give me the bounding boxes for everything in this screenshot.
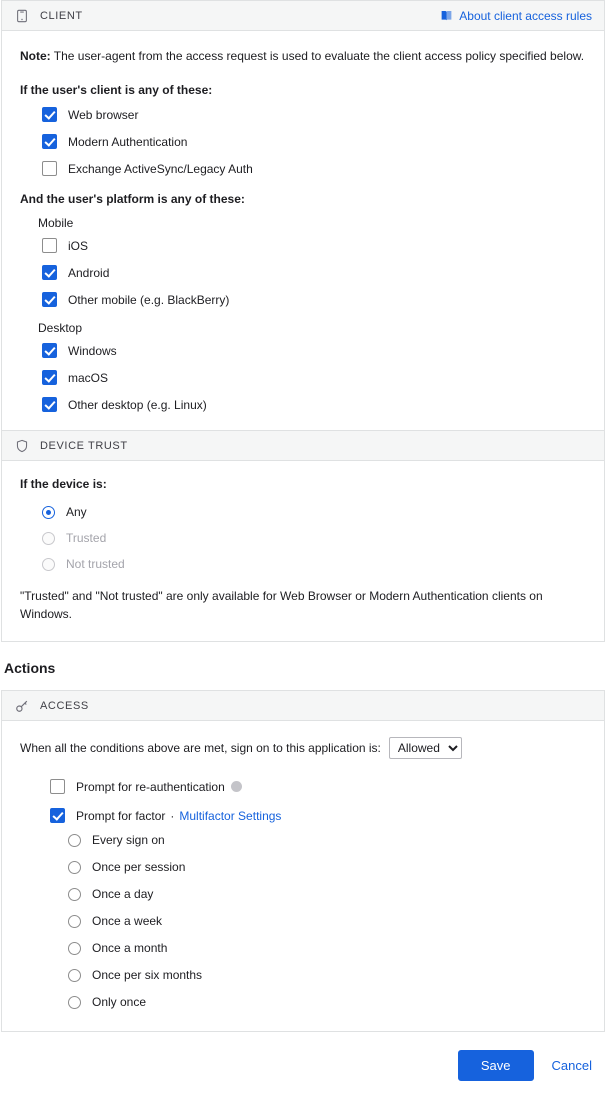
client-panel xyxy=(1,0,605,431)
radio-row-only-once[interactable] xyxy=(68,995,586,1009)
checkbox-row-android[interactable] xyxy=(42,265,586,280)
checkbox-label-windows[interactable]: Windows xyxy=(68,343,117,358)
radio-label-device-trusted: Trusted xyxy=(66,531,107,545)
client-note-label: Note: xyxy=(20,49,51,63)
radio-label-device-not-trusted: Not trusted xyxy=(66,557,125,571)
device-trust-heading: If the device is: xyxy=(20,477,107,491)
radio-once-per-six-months[interactable] xyxy=(68,969,81,982)
client-panel-title: CLIENT xyxy=(40,9,83,22)
radio-label-only-once[interactable]: Only once xyxy=(92,995,147,1009)
factor-frequency-group xyxy=(20,833,586,1009)
client-note xyxy=(20,47,586,65)
checkbox-row-prompt-reauthentication[interactable] xyxy=(50,779,586,794)
device-trust-panel-header xyxy=(2,431,604,461)
book-icon xyxy=(440,9,453,22)
checkbox-label-macos[interactable]: macOS xyxy=(68,370,109,385)
signon-access-label: When all the conditions above are met, sign on to this application is: xyxy=(20,741,381,755)
checkbox-exchange-activesync[interactable] xyxy=(42,161,57,176)
client-note-text: The user-agent from the access request is used to evaluate the client access policy specified below. xyxy=(50,49,585,63)
about-client-access-rules-label: About client access rules xyxy=(459,8,592,23)
access-panel-title: ACCESS xyxy=(40,699,89,712)
radio-row-device-any[interactable] xyxy=(42,505,586,519)
signon-access-select[interactable] xyxy=(389,737,462,759)
device-trust-panel xyxy=(1,431,605,642)
device-trust-panel-title: DEVICE TRUST xyxy=(40,439,128,452)
radio-only-once[interactable] xyxy=(68,996,81,1009)
radio-label-once-a-month[interactable]: Once a month xyxy=(92,941,168,955)
factor-separator: · xyxy=(170,808,175,823)
client-panel-header xyxy=(2,1,604,31)
radio-once-a-month[interactable] xyxy=(68,942,81,955)
radio-row-once-a-week[interactable] xyxy=(68,914,586,928)
radio-once-a-week[interactable] xyxy=(68,915,81,928)
client-panel-body xyxy=(2,31,604,430)
radio-device-any[interactable] xyxy=(42,506,55,519)
checkbox-row-exchange-activesync[interactable] xyxy=(42,161,586,176)
checkbox-android[interactable] xyxy=(42,265,57,280)
checkbox-modern-authentication[interactable] xyxy=(42,134,57,149)
radio-once-per-session[interactable] xyxy=(68,861,81,874)
radio-label-every-sign-on[interactable]: Every sign on xyxy=(92,833,165,847)
checkbox-label-ios[interactable]: iOS xyxy=(68,238,89,253)
checkbox-prompt-reauthentication[interactable] xyxy=(50,779,65,794)
form-footer xyxy=(0,1032,606,1081)
radio-row-every-sign-on[interactable] xyxy=(68,833,586,847)
radio-device-trusted xyxy=(42,532,55,545)
checkbox-ios[interactable] xyxy=(42,238,57,253)
radio-row-device-not-trusted xyxy=(42,557,586,571)
mobile-group-label: Mobile xyxy=(38,216,74,230)
checkbox-web-browser[interactable] xyxy=(42,107,57,122)
radio-label-once-a-day[interactable]: Once a day xyxy=(92,887,154,901)
checkbox-label-android[interactable]: Android xyxy=(68,265,110,280)
desktop-group-label: Desktop xyxy=(38,321,83,335)
radio-row-device-trusted xyxy=(42,531,586,545)
about-client-access-rules-link[interactable] xyxy=(440,9,592,23)
checkbox-macos[interactable] xyxy=(42,370,57,385)
checkbox-label-prompt-reauthentication[interactable]: Prompt for re-authentication xyxy=(76,779,225,794)
checkbox-row-prompt-factor[interactable] xyxy=(50,808,586,823)
radio-row-once-per-session[interactable] xyxy=(68,860,586,874)
checkbox-windows[interactable] xyxy=(42,343,57,358)
save-button[interactable]: Save xyxy=(458,1050,534,1081)
checkbox-row-other-mobile[interactable] xyxy=(42,292,586,307)
checkbox-prompt-factor[interactable] xyxy=(50,808,65,823)
actions-section-title: Actions xyxy=(4,660,56,676)
checkbox-label-prompt-factor[interactable]: Prompt for factor xyxy=(76,808,166,823)
access-panel-body xyxy=(2,721,604,1031)
access-panel-header xyxy=(2,691,604,721)
signon-access-row xyxy=(20,737,586,759)
checkbox-row-web-browser[interactable] xyxy=(42,107,586,122)
radio-device-not-trusted xyxy=(42,558,55,571)
checkbox-row-ios[interactable] xyxy=(42,238,586,253)
checkbox-row-modern-authentication[interactable] xyxy=(42,134,586,149)
device-trust-helper-text: "Trusted" and "Not trusted" are only available for Web Browser or Modern Authentication clients on Windows. xyxy=(20,589,543,621)
key-icon xyxy=(14,698,30,714)
checkbox-label-web-browser[interactable]: Web browser xyxy=(68,107,139,122)
device-icon xyxy=(14,8,30,24)
radio-label-device-any[interactable]: Any xyxy=(66,505,87,519)
checkbox-row-macos[interactable] xyxy=(42,370,586,385)
radio-label-once-per-six-months[interactable]: Once per six months xyxy=(92,968,203,982)
client-heading: If the user's client is any of these: xyxy=(20,83,213,97)
radio-once-a-day[interactable] xyxy=(68,888,81,901)
radio-label-once-a-week[interactable]: Once a week xyxy=(92,914,163,928)
checkbox-other-mobile[interactable] xyxy=(42,292,57,307)
access-panel xyxy=(1,690,605,1032)
info-icon-reauthentication[interactable] xyxy=(231,781,242,792)
radio-label-once-per-session[interactable]: Once per session xyxy=(92,860,186,874)
checkbox-label-other-desktop[interactable]: Other desktop (e.g. Linux) xyxy=(68,397,207,412)
multifactor-settings-link[interactable]: Multifactor Settings xyxy=(179,808,282,823)
radio-row-once-a-day[interactable] xyxy=(68,887,586,901)
radio-every-sign-on[interactable] xyxy=(68,834,81,847)
radio-row-once-per-six-months[interactable] xyxy=(68,968,586,982)
platform-heading: And the user's platform is any of these: xyxy=(20,192,245,206)
checkbox-row-other-desktop[interactable] xyxy=(42,397,586,412)
checkbox-row-windows[interactable] xyxy=(42,343,586,358)
device-trust-panel-body xyxy=(2,461,604,641)
checkbox-other-desktop[interactable] xyxy=(42,397,57,412)
checkbox-label-modern-authentication[interactable]: Modern Authentication xyxy=(68,134,188,149)
cancel-button[interactable]: Cancel xyxy=(548,1051,596,1080)
checkbox-label-other-mobile[interactable]: Other mobile (e.g. BlackBerry) xyxy=(68,292,230,307)
radio-row-once-a-month[interactable] xyxy=(68,941,586,955)
checkbox-label-exchange-activesync[interactable]: Exchange ActiveSync/Legacy Auth xyxy=(68,161,253,176)
shield-icon xyxy=(14,438,30,454)
